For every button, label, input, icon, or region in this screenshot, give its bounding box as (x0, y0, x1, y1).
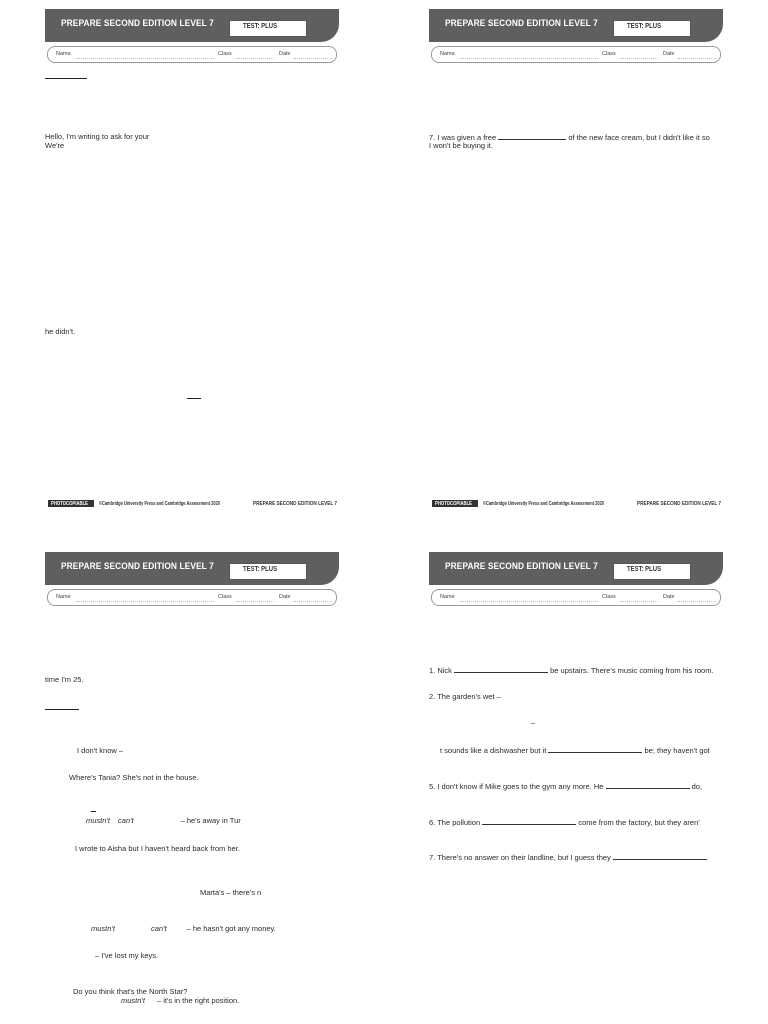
text-line: Do you think that's the North Star? (73, 987, 188, 996)
option-cant: can't (150, 924, 167, 933)
test-label: TEST: PLUS (627, 23, 662, 30)
name-class-date-row (47, 589, 337, 606)
name-label: Name (56, 51, 71, 57)
option-mustnt: mustn't (91, 924, 115, 933)
name-class-date-row (431, 46, 721, 63)
header-banner (429, 9, 723, 42)
text-line: – I've lost my keys. (95, 951, 159, 960)
question-7-end: of the new face cream, but I didn't like it so (568, 133, 710, 142)
question-4-start: t sounds like a dishwasher but it (440, 746, 547, 755)
copyright-text: ©Cambridge University Press and Cambridge Assessment 2020 (483, 501, 605, 507)
sentence-end: – he hasn't got any money. (186, 924, 276, 933)
footer-title: PREPARE SECOND EDITION LEVEL 7 (253, 501, 338, 507)
question-5-end: do, (691, 782, 703, 791)
question-7-continued: I won't be buying it. (429, 141, 493, 150)
options-line (121, 996, 239, 1005)
test-label-box (613, 20, 691, 37)
options-line (86, 816, 241, 825)
question-2: 2. The garden's wet – (429, 692, 501, 701)
option-mustnt: mustn't (86, 816, 110, 825)
text-line: Marta's – there's n (200, 888, 262, 897)
photocopiable-badge (432, 500, 478, 507)
class-label: Class (602, 51, 616, 57)
name-line (76, 601, 214, 602)
name-label: Name (440, 594, 455, 600)
question-7-start: 7. There's no answer on their landline, but I guess they (429, 853, 611, 862)
answer-blank[interactable] (498, 132, 566, 140)
question-1-end: be upstairs. There's music coming from his room. (550, 666, 714, 675)
class-line (620, 58, 658, 59)
name-class-date-row (47, 46, 337, 63)
options-line (91, 924, 276, 933)
question-4-end: be; they haven't got (644, 746, 710, 755)
name-class-date-row (431, 589, 721, 606)
question-5-start: 5. I don't know if Mike goes to the gym any more. He (429, 782, 604, 791)
test-label-box (229, 20, 307, 37)
photocopiable-label: PHOTOCOPIABLE (51, 501, 89, 507)
dash: – (531, 718, 536, 727)
date-line (294, 601, 332, 602)
question-7 (429, 852, 707, 862)
name-line (76, 58, 214, 59)
name-label: Name (440, 51, 455, 57)
question-6-end: come from the factory, but they aren' (578, 818, 700, 827)
footer (48, 500, 342, 508)
text-line: We're (45, 141, 65, 150)
photocopiable-badge (48, 500, 94, 507)
question-1 (429, 665, 714, 675)
date-line (678, 601, 716, 602)
question-7-start: 7. I was given a free (429, 133, 497, 142)
text-line: I wrote to Aisha but I haven't heard back from her. (75, 844, 240, 853)
answer-blank[interactable] (606, 781, 690, 789)
header-banner (429, 552, 723, 585)
answer-blank[interactable] (613, 852, 707, 860)
worksheet-page-4 (429, 552, 723, 1022)
worksheet-page-3 (45, 552, 339, 1022)
test-label: TEST: PLUS (243, 566, 278, 573)
worksheet-page-2 (429, 9, 723, 514)
option-mustnt: mustn't (121, 996, 145, 1005)
name-line (460, 58, 598, 59)
text-line: he didn't. (45, 327, 76, 336)
option-cant: can't (117, 816, 134, 825)
name-label: Name (56, 594, 71, 600)
question-6-start: 6. The pollution (429, 818, 481, 827)
class-label: Class (218, 594, 232, 600)
header-title: PREPARE SECOND EDITION LEVEL 7 (445, 18, 598, 29)
date-line (678, 58, 716, 59)
text-line: I don't know – (77, 746, 124, 755)
header-title: PREPARE SECOND EDITION LEVEL 7 (61, 18, 214, 29)
name-line (460, 601, 598, 602)
header-banner (45, 552, 339, 585)
sentence-end: – it's in the right position. (156, 996, 240, 1005)
answer-blank[interactable] (482, 817, 576, 825)
date-label: Date (279, 594, 291, 600)
text-line: Hello, I'm writing to ask for your (45, 132, 150, 141)
question-5 (429, 781, 702, 791)
short-rule (187, 398, 201, 399)
answer-blank[interactable] (548, 745, 642, 753)
header-title: PREPARE SECOND EDITION LEVEL 7 (445, 561, 598, 572)
header-title: PREPARE SECOND EDITION LEVEL 7 (61, 561, 214, 572)
question-6 (429, 817, 700, 827)
class-label: Class (602, 594, 616, 600)
date-label: Date (663, 51, 675, 57)
date-label: Date (279, 51, 291, 57)
test-label-box (229, 563, 307, 580)
footer (432, 500, 726, 508)
sentence-end: – he's away in Tur (180, 816, 241, 825)
test-label: TEST: PLUS (627, 566, 662, 573)
footer-title: PREPARE SECOND EDITION LEVEL 7 (637, 501, 722, 507)
class-line (236, 601, 274, 602)
class-label: Class (218, 51, 232, 57)
worksheet-page-1 (45, 9, 339, 514)
short-rule (91, 811, 96, 812)
date-line (294, 58, 332, 59)
class-line (620, 601, 658, 602)
test-label: TEST: PLUS (243, 23, 278, 30)
text-line: time I'm 25. (45, 675, 84, 684)
copyright-text: ©Cambridge University Press and Cambridge Assessment 2020 (99, 501, 221, 507)
section-rule (45, 709, 79, 710)
answer-blank[interactable] (454, 665, 548, 673)
photocopiable-label: PHOTOCOPIABLE (435, 501, 473, 507)
test-label-box (613, 563, 691, 580)
question-4 (440, 745, 710, 755)
header-banner (45, 9, 339, 42)
date-label: Date (663, 594, 675, 600)
text-line: Where's Tania? She's not in the house. (69, 773, 199, 782)
question-1-start: 1. Nick (429, 666, 452, 675)
class-line (236, 58, 274, 59)
section-rule (45, 78, 87, 79)
